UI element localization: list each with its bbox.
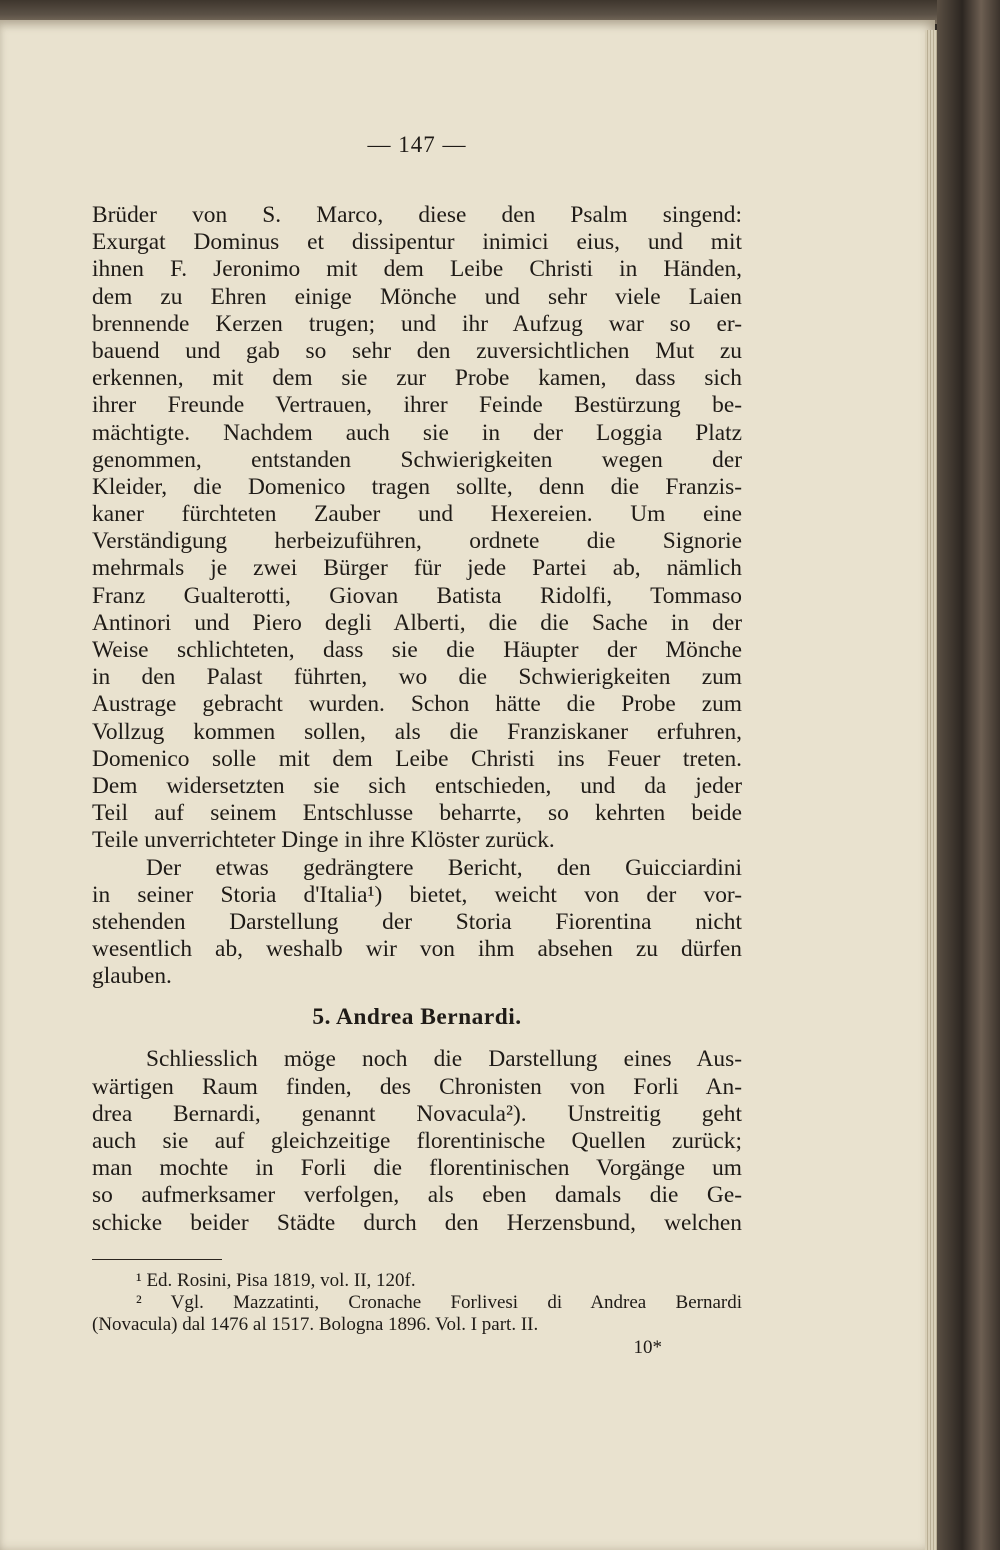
text-line: wärtigen Raum finden, des Chronisten von Forli An- bbox=[92, 1073, 742, 1100]
text-line: erkennen, mit dem sie zur Probe kamen, dass sich bbox=[92, 365, 742, 392]
footnotes bbox=[92, 1270, 742, 1336]
text-line: man mochte in Forli die florentinischen Vorgänge um bbox=[92, 1155, 742, 1182]
text-line: ihnen F. Jeronimo mit dem Leibe Christi in Händen, bbox=[92, 256, 742, 283]
text-line: so aufmerksamer verfolgen, als eben damals die Ge- bbox=[92, 1182, 742, 1209]
section-heading: 5. Andrea Bernardi. bbox=[312, 1004, 522, 1031]
paragraph-3 bbox=[92, 1046, 742, 1236]
text-line: Teil auf seinem Entschlusse beharrte, so kehrten beide bbox=[92, 800, 742, 827]
text-line: Dem widersetzten sie sich entschieden, und da jeder bbox=[92, 772, 742, 799]
text-line: glauben. bbox=[92, 963, 172, 990]
text-line: Vollzug kommen sollen, als die Franziskaner erfuhren, bbox=[92, 718, 742, 745]
text-line: Antinori und Piero degli Alberti, die die Sache in der bbox=[92, 609, 742, 636]
text-line: brennende Kerzen trugen; und ihr Aufzug war so er- bbox=[92, 310, 742, 337]
text-line: in den Palast führten, wo die Schwierigkeiten zum bbox=[92, 664, 742, 691]
text-line: Schliesslich möge noch die Darstellung eines Aus- bbox=[146, 1046, 742, 1073]
page-edges bbox=[925, 30, 937, 1550]
text-line: bauend und gab so sehr den zuversichtlichen Mut zu bbox=[92, 337, 742, 364]
text-line: mächtigte. Nachdem auch sie in der Loggia Platz bbox=[92, 419, 742, 446]
text-line: dem zu Ehren einige Mönche und sehr viele Laien bbox=[92, 283, 742, 310]
text-line: Der etwas gedrängtere Bericht, den Guicciardini bbox=[146, 854, 742, 881]
text-line: Verständigung herbeizuführen, ordnete die Signorie bbox=[92, 528, 742, 555]
text-line: genommen, entstanden Schwierigkeiten wegen der bbox=[92, 446, 742, 473]
text-line: Weise schlichteten, dass sie die Häupter der Mönche bbox=[92, 637, 742, 663]
paragraph-2 bbox=[92, 855, 742, 991]
footnote-1: ¹ Ed. Rosini, Pisa 1819, vol. II, 120f. bbox=[136, 1269, 416, 1291]
text-line: mehrmals je zwei Bürger für jede Partei ab, nämlich bbox=[92, 555, 742, 582]
footnote-2: ² Vgl. Mazzatinti, Cronache Forlivesi di Andrea Bernardi bbox=[136, 1291, 742, 1313]
book-cover-right-edge bbox=[937, 0, 1000, 1550]
text-block bbox=[92, 130, 742, 1360]
text-line: auch sie auf gleichzeitige florentinische Quellen zurück; bbox=[92, 1128, 742, 1154]
text-line: Franz Gualterotti, Giovan Batista Ridolfi, Tommaso bbox=[92, 582, 742, 609]
text-line: Kleider, die Domenico tragen sollte, denn die Franzis- bbox=[92, 473, 742, 500]
text-line: Brüder von S. Marco, diese den Psalm singend: bbox=[92, 202, 742, 228]
text-line: Exurgat Dominus et dissipentur inimici eius, und mit bbox=[92, 229, 742, 256]
page-number: — 147 — bbox=[367, 132, 467, 157]
text-line: Domenico solle mit dem Leibe Christi ins Feuer treten. bbox=[92, 745, 742, 772]
text-line: Austrage gebracht wurden. Schon hätte die Probe zum bbox=[92, 691, 742, 718]
text-line: wesentlich ab, weshalb wir von ihm absehen zu dürfen bbox=[92, 936, 742, 963]
text-line: Teile unverrichteter Dinge in ihre Klöster zurück. bbox=[92, 827, 555, 854]
text-line: ihrer Freunde Vertrauen, ihrer Feinde Bestürzung be- bbox=[92, 392, 742, 419]
text-line: schicke beider Städte durch den Herzensbund, welchen bbox=[92, 1209, 742, 1236]
signature-mark: 10* bbox=[633, 1336, 662, 1358]
text-line: in seiner Storia d'Italia¹) bietet, weicht von der vor- bbox=[92, 881, 742, 908]
paragraph-1 bbox=[92, 202, 742, 855]
footnote-rule bbox=[92, 1259, 222, 1260]
footnote-2-continued: (Novacula) dal 1476 al 1517. Bologna 1896. Vol. I part. II. bbox=[92, 1313, 539, 1335]
text-line: stehenden Darstellung der Storia Fiorentina nicht bbox=[92, 908, 742, 935]
text-line: drea Bernardi, genannt Novacula²). Unstreitig geht bbox=[92, 1100, 742, 1127]
text-line: kaner fürchteten Zauber und Hexereien. Um eine bbox=[92, 501, 742, 528]
